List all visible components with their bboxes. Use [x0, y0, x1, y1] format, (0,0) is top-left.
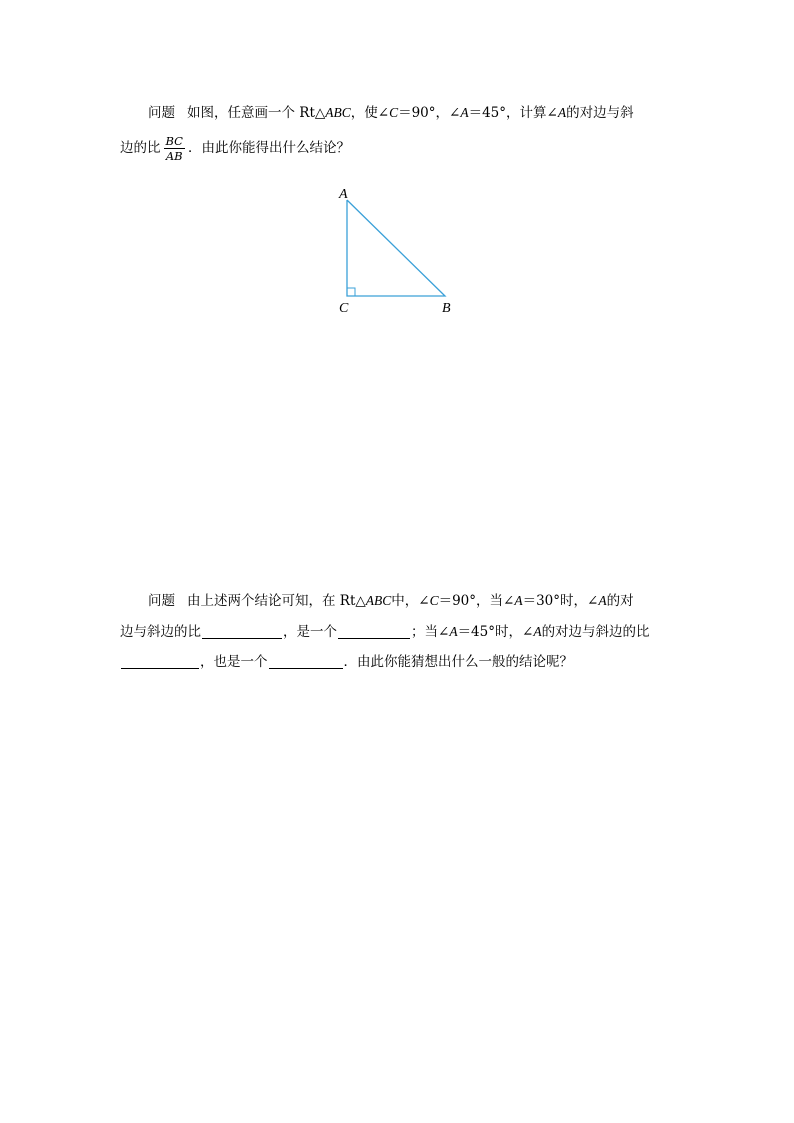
- right-triangle-figure: [330, 182, 470, 322]
- problem-1: [120, 99, 680, 168]
- answer-blank-2[interactable]: [338, 623, 410, 639]
- problem-1-label: 问题: [148, 105, 175, 121]
- answer-blank-3[interactable]: [121, 653, 199, 669]
- problem-2-line-3: ，也是一个 ．由此你能猜想出什么一般的结论呢？: [120, 649, 680, 676]
- problem-1-line-1: 问题 如图，任意画一个 Rt△ABC，使∠C＝90°，∠A＝45°，计算∠A的对边与斜: [148, 105, 634, 121]
- answer-blank-1[interactable]: [202, 623, 282, 639]
- fraction-numerator: BC: [165, 134, 183, 148]
- fraction-bc-over-ab: [164, 134, 185, 163]
- vertex-a-label: A: [339, 187, 348, 202]
- problem-2-line-2: 边与斜边的比 ，是一个 ；当∠A＝45°时，∠A的对边与斜边的比: [120, 624, 650, 640]
- fraction-denominator: AB: [165, 149, 183, 163]
- problem-2-label: 问题: [148, 593, 175, 609]
- problem-2: [120, 587, 680, 676]
- triangle-sides: [347, 200, 445, 296]
- problem-2-line-1: 问题 由上述两个结论可知，在 Rt△ABC中，∠C＝90°，当∠A＝30°时，∠A的对: [148, 593, 634, 609]
- problem-1-line-2: 边的比 $\frac{BC}{AB}$ ．由此你能得出什么结论？: [120, 134, 350, 163]
- answer-blank-4[interactable]: [269, 653, 343, 669]
- vertex-c-label: C: [339, 301, 349, 316]
- right-angle-marker: [347, 288, 355, 296]
- vertex-b-label: B: [442, 301, 451, 316]
